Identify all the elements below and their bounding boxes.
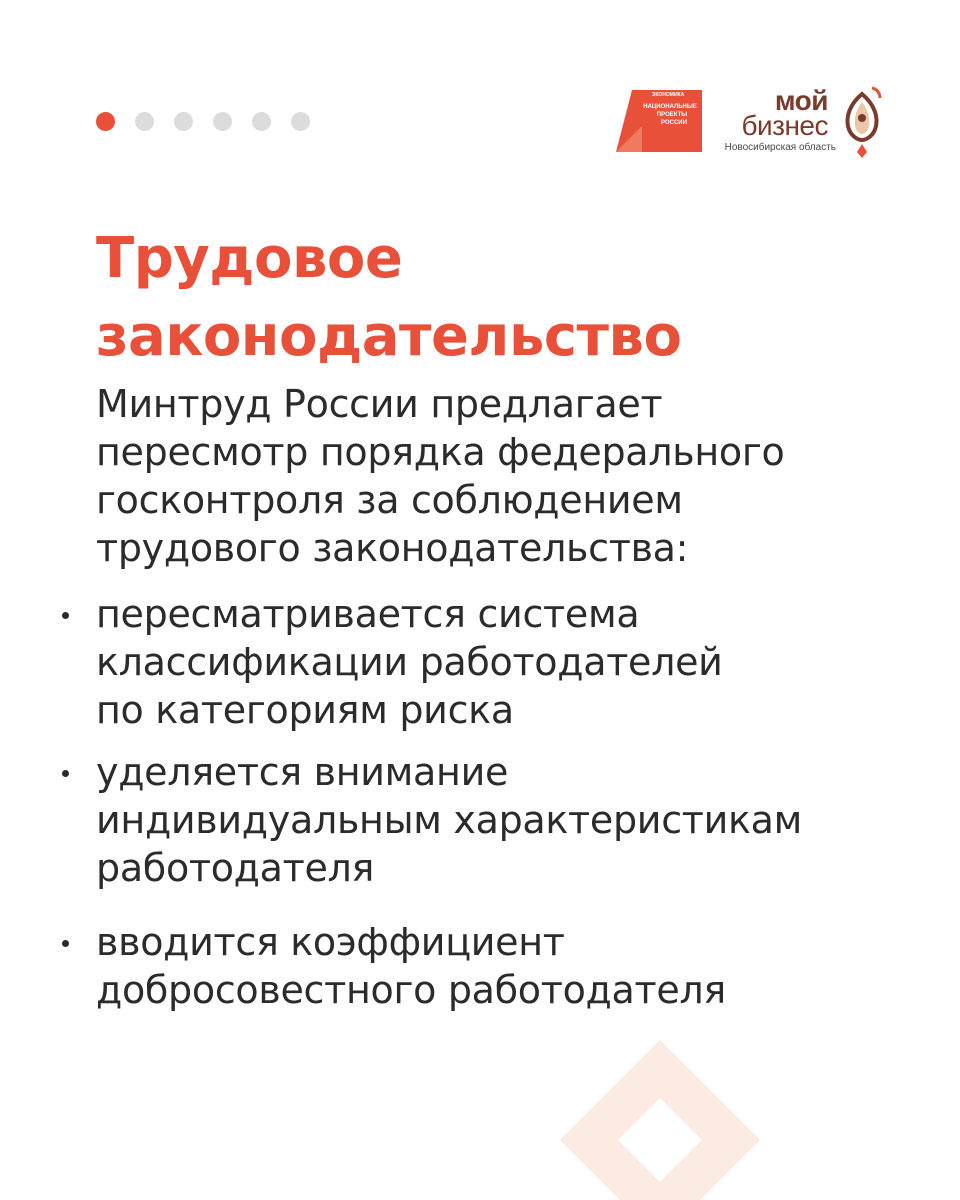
list-item-line: работодателя <box>96 846 375 890</box>
np-logo-line-3: РОССИИ <box>661 120 687 126</box>
list-item-line: по категориям риска <box>96 688 514 732</box>
list-item-text <box>96 918 726 1014</box>
bullet-marker <box>62 612 69 619</box>
pagination-dot[interactable] <box>291 112 310 131</box>
list-item-line: пересматривается система <box>96 592 640 636</box>
intro-line: трудового законодательства: <box>96 526 689 570</box>
np-logo-top-text: ЭКОНОМИКА <box>651 92 685 98</box>
pagination-dot-active[interactable] <box>96 112 115 131</box>
intro-paragraph <box>96 380 784 572</box>
bullet-marker <box>62 940 69 947</box>
list-item-line: классификации работодателей <box>96 640 723 684</box>
rocket-pin-icon <box>840 84 884 160</box>
moy-biznes-line1: мой <box>774 85 828 116</box>
pagination-dot[interactable] <box>174 112 193 131</box>
pagination-dot[interactable] <box>135 112 154 131</box>
intro-line: госконтроля за соблюдением <box>96 478 683 522</box>
bullet-marker <box>62 770 69 777</box>
intro-line: Минтруд России предлагает <box>96 382 663 426</box>
list-item-line: вводится коэффициент <box>96 920 565 964</box>
moy-biznes-line2: бизнес <box>741 110 828 142</box>
national-projects-logo <box>612 86 704 156</box>
list-item-line: индивидуальным характеристикам <box>96 798 803 842</box>
list-item-text <box>96 748 802 892</box>
title-line-2: законодательство <box>96 304 682 369</box>
title-line-1: Трудовое <box>96 226 403 291</box>
moy-biznes-region: Новосибирская область <box>724 142 836 153</box>
pagination-dots <box>96 112 330 131</box>
intro-line: пересмотр порядка федерального <box>96 430 785 474</box>
list-item-line: уделяется внимание <box>96 750 509 794</box>
list-item-line: добросовестного работодателя <box>96 968 726 1012</box>
list-item-text <box>96 590 723 734</box>
pagination-dot[interactable] <box>252 112 271 131</box>
decorative-diamond <box>560 1040 760 1200</box>
page-title <box>96 220 681 376</box>
np-logo-line-2: ПРОЕКТЫ <box>656 112 688 118</box>
moy-biznes-logo <box>720 84 890 164</box>
moy-biznes-wordmark <box>724 85 828 142</box>
pagination-dot[interactable] <box>213 112 232 131</box>
np-logo-line-1: НАЦИОНАЛЬНЫЕ <box>643 104 697 110</box>
